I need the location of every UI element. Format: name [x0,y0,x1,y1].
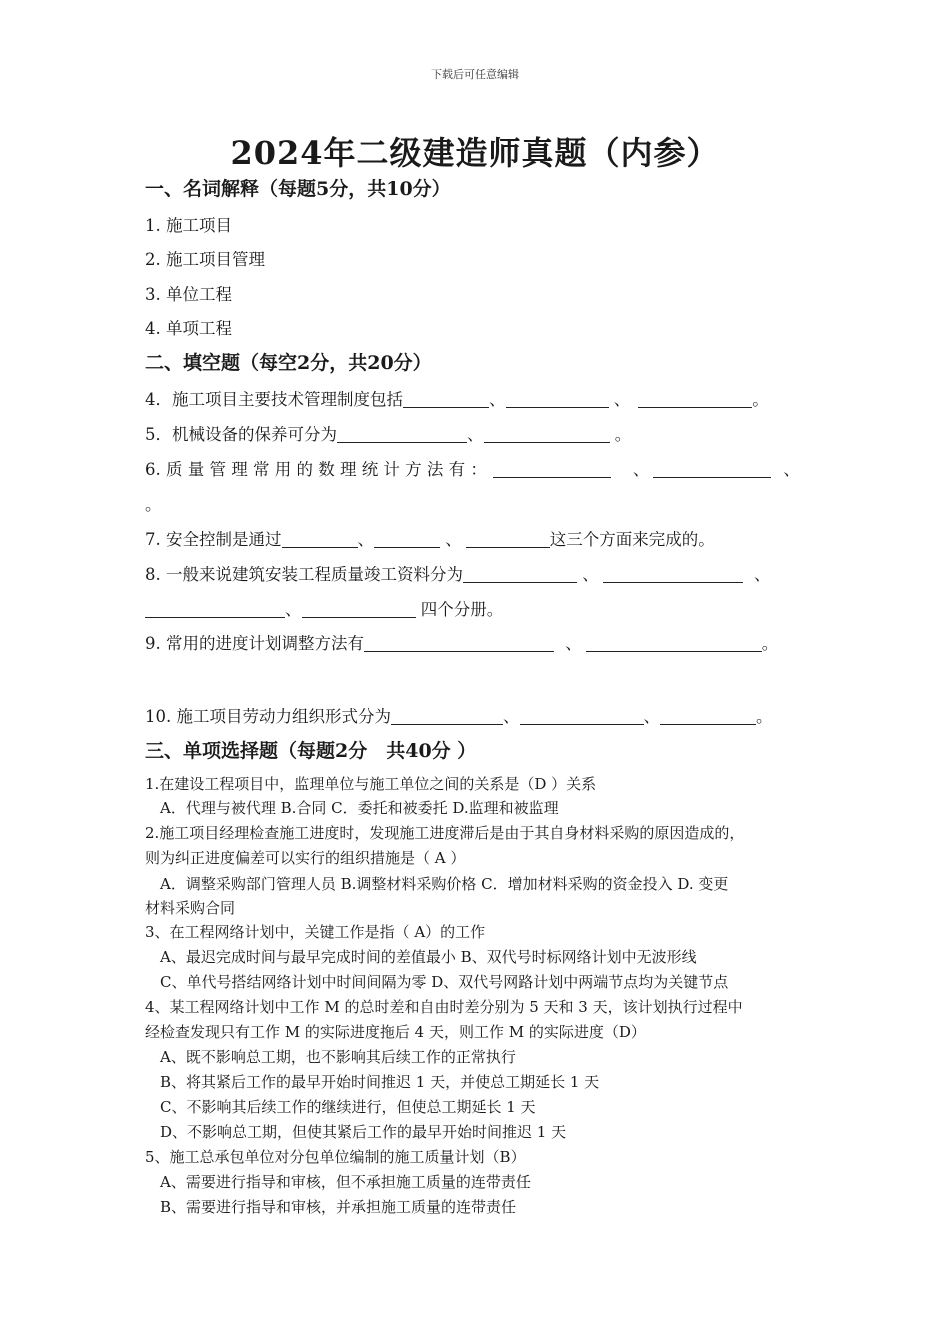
section-1-heading: 一、名词解释（每题5分，共10分） [145,178,451,200]
choice-question-line: 1.在建设工程项目中，监理单位与施工单位之间的关系是（D ）关系 [145,775,597,793]
answer-blank[interactable] [302,601,416,619]
choice-options-line: A、需要进行指导和审核，但不承担施工质量的连带责任 [160,1173,531,1191]
answer-blank[interactable] [364,635,554,653]
choice-options-line: A、既不影响总工期，也不影响其后续工作的正常执行 [160,1048,516,1066]
choice-question-line: 5、施工总承包单位对分包单位编制的施工质量计划（B） [145,1148,526,1166]
choice-options-line: A、最迟完成时间与最早完成时间的差值最小 B、双代号时标网络计划中无波形线 [160,948,697,966]
choice-question-line: 3、在工程网络计划中，关键工作是指（ A）的工作 [145,923,486,941]
choice-options-line: A．调整采购部门管理人员 B.调整材料采购价格 C．增加材料采购的资金投入 D. 变更 [160,875,729,893]
answer-blank[interactable] [403,391,489,409]
answer-blank[interactable] [603,566,743,584]
answer-blank[interactable] [653,461,771,479]
choice-options-line: A．代理与被代理 B.合同 C．委托和被委托 D.监理和被监理 [160,799,559,817]
answer-blank[interactable] [145,601,285,619]
answer-blank[interactable] [337,426,467,444]
answer-blank[interactable] [466,531,550,549]
section-3-heading: 三、单项选择题（每题2分 共40分 ） [145,740,477,762]
fill-question-5: 5．机械设备的保养可分为 、 。 [145,425,632,444]
fill-question-8: 8. 一般来说建筑安装工程质量竣工资料分为 、 、 [145,565,771,584]
answer-blank[interactable] [391,708,503,726]
answer-blank[interactable] [638,391,752,409]
page-title: 2024年二级建造师真题（内参） [230,134,720,172]
answer-blank[interactable] [484,426,610,444]
fill-question-10: 10. 施工项目劳动力组织形式分为 、 、 。 [145,707,773,726]
choice-options-line: C、不影响其后续工作的继续进行，但使总工期延长 1 天 [160,1098,536,1116]
term-item: 4. 单项工程 [145,319,232,338]
choice-question-line: 则为纠正进度偏差可以实行的组织措施是（ A ） [145,849,466,867]
choice-question-line: 2.施工项目经理检查施工进度时，发现施工进度滞后是由于其自身材料采购的原因造成的， [145,824,745,842]
term-item: 2. 施工项目管理 [145,250,265,269]
answer-blank[interactable] [493,461,611,479]
answer-blank[interactable] [660,708,756,726]
fill-question-4: 4．施工项目主要技术管理制度包括 、 、 。 [145,390,769,409]
term-item: 1. 施工项目 [145,216,232,235]
choice-options-line: B、需要进行指导和审核，并承担施工质量的连带责任 [160,1198,517,1216]
fill-question-8-continued: 、 四个分册。 [145,596,503,620]
choice-question-line: 经检查发现只有工作 M 的实际进度拖后 4 天，则工作 M 的实际进度（D） [145,1023,646,1041]
answer-blank[interactable] [374,531,440,549]
answer-blank[interactable] [463,566,577,584]
answer-blank[interactable] [506,391,609,409]
header-note: 下载后可任意编辑 [431,68,519,81]
choice-options-line: 材料采购合同 [145,899,236,917]
answer-blank[interactable] [282,531,358,549]
choice-options-line: C、单代号搭结网络计划中时间间隔为零 D、双代号网路计划中两端节点均为关键节点 [160,973,729,991]
fill-question-6: 6. 质 量 管 理 常 用 的 数 理 统 计 方 法 有 ： 、 、 [145,460,800,479]
choice-options-line: D、不影响总工期，但使其紧后工作的最早开始时间推迟 1 天 [160,1123,567,1141]
fill-question-6-continued: 。 [145,495,162,514]
fill-question-7: 7. 安全控制是通过 、 、 这三个方面来完成的。 [145,530,715,549]
choice-question-line: 4、某工程网络计划中工作 M 的总时差和自由时差分别为 5 天和 3 天，该计划执行过程中 [145,998,743,1016]
fill-question-9: 9. 常用的进度计划调整方法有 、 。 [145,634,779,653]
term-item: 3. 单位工程 [145,285,232,304]
section-2-heading: 二、填空题（每空2分，共20分） [145,352,432,374]
answer-blank[interactable] [520,708,644,726]
choice-options-line: B、将其紧后工作的最早开始时间推迟 1 天，并使总工期延长 1 天 [160,1073,600,1091]
answer-blank[interactable] [586,635,762,653]
